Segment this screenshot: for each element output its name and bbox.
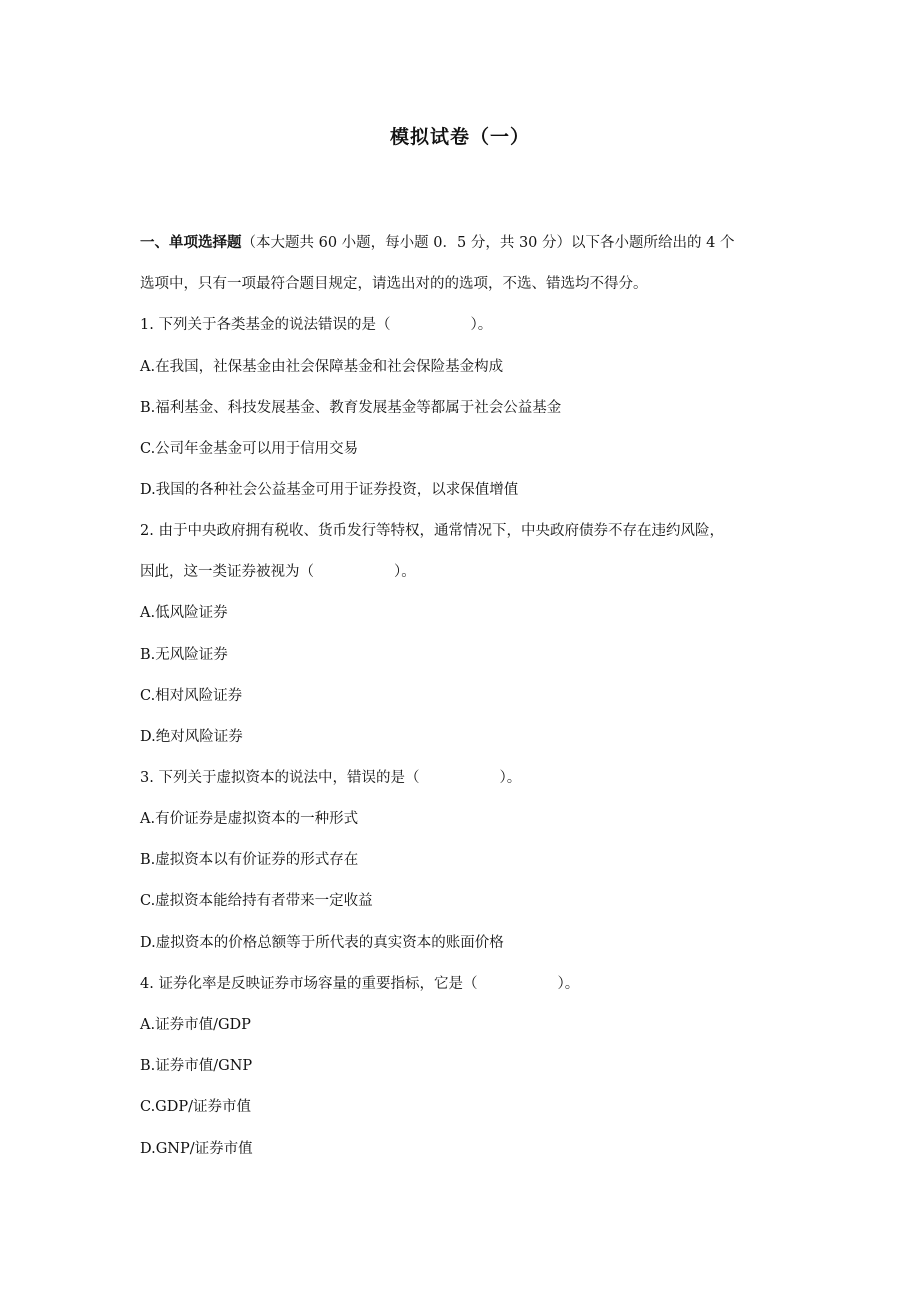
question-stem [140,768,521,788]
option-d: D.GNP/证券市值 [140,1141,253,1157]
option-c: C.虚拟资本能给持有者带来一定收益 [140,893,373,909]
option-b: B.证券市值/GNP [140,1058,253,1074]
option-a: A.证券市值/GDP [140,1017,251,1033]
section-intro-line-2: 选项中，只有一项最符合题目规定，请选出对的的选项，不选、错选均不得分。 [140,276,648,292]
question-stem-end: ）。 [557,976,580,992]
page-title: 模拟试卷（一） [389,126,530,148]
question-stem: 2. 由于中央政府拥有税收、货币发行等特权，通常情况下，中央政府债券不存在违约风险， [140,523,724,539]
question-stem-continued [140,562,416,582]
option-a: A.在我国，社保基金由社会保障基金和社会保险基金构成 [140,359,504,375]
option-c: C.公司年金基金可以用于信用交易 [140,441,359,457]
option-c: C.GDP/证券市值 [140,1099,252,1115]
question-stem-text: 4. 证券化率是反映证券市场容量的重要指标，它是（ [140,976,478,992]
section-intro-line-1 [140,233,734,253]
question-stem-end: ）。 [499,770,522,786]
option-a: A.有价证券是虚拟资本的一种形式 [140,811,359,827]
section-intro-text: （本大题共 60 小题，每小题 0．5 分，共 30 分）以下各小题所给出的 4 个 [241,235,735,251]
option-b: B.福利基金、科技发展基金、教育发展基金等都属于社会公益基金 [140,400,562,416]
option-b: B.无风险证券 [140,647,228,663]
question-stem [140,974,579,994]
option-d: D.绝对风险证券 [140,729,243,745]
question-stem [140,315,492,335]
question-stem-text: 因此，这一类证券被视为（ [140,564,314,580]
option-d: D.我国的各种社会公益基金可用于证券投资，以求保值增值 [140,482,519,498]
option-a: A.低风险证券 [140,605,228,621]
question-stem-end: ）。 [470,317,493,333]
question-stem-end: ）。 [394,564,416,580]
section-heading: 一、单项选择题 [140,235,242,251]
question-stem-text: 3. 下列关于虚拟资本的说法中，错误的是（ [140,770,420,786]
option-d: D.虚拟资本的价格总额等于所代表的真实资本的账面价格 [140,935,504,951]
option-c: C.相对风险证券 [140,688,243,704]
option-b: B.虚拟资本以有价证券的形式存在 [140,852,359,868]
question-stem-text: 1. 下列关于各类基金的说法错误的是（ [140,317,391,333]
